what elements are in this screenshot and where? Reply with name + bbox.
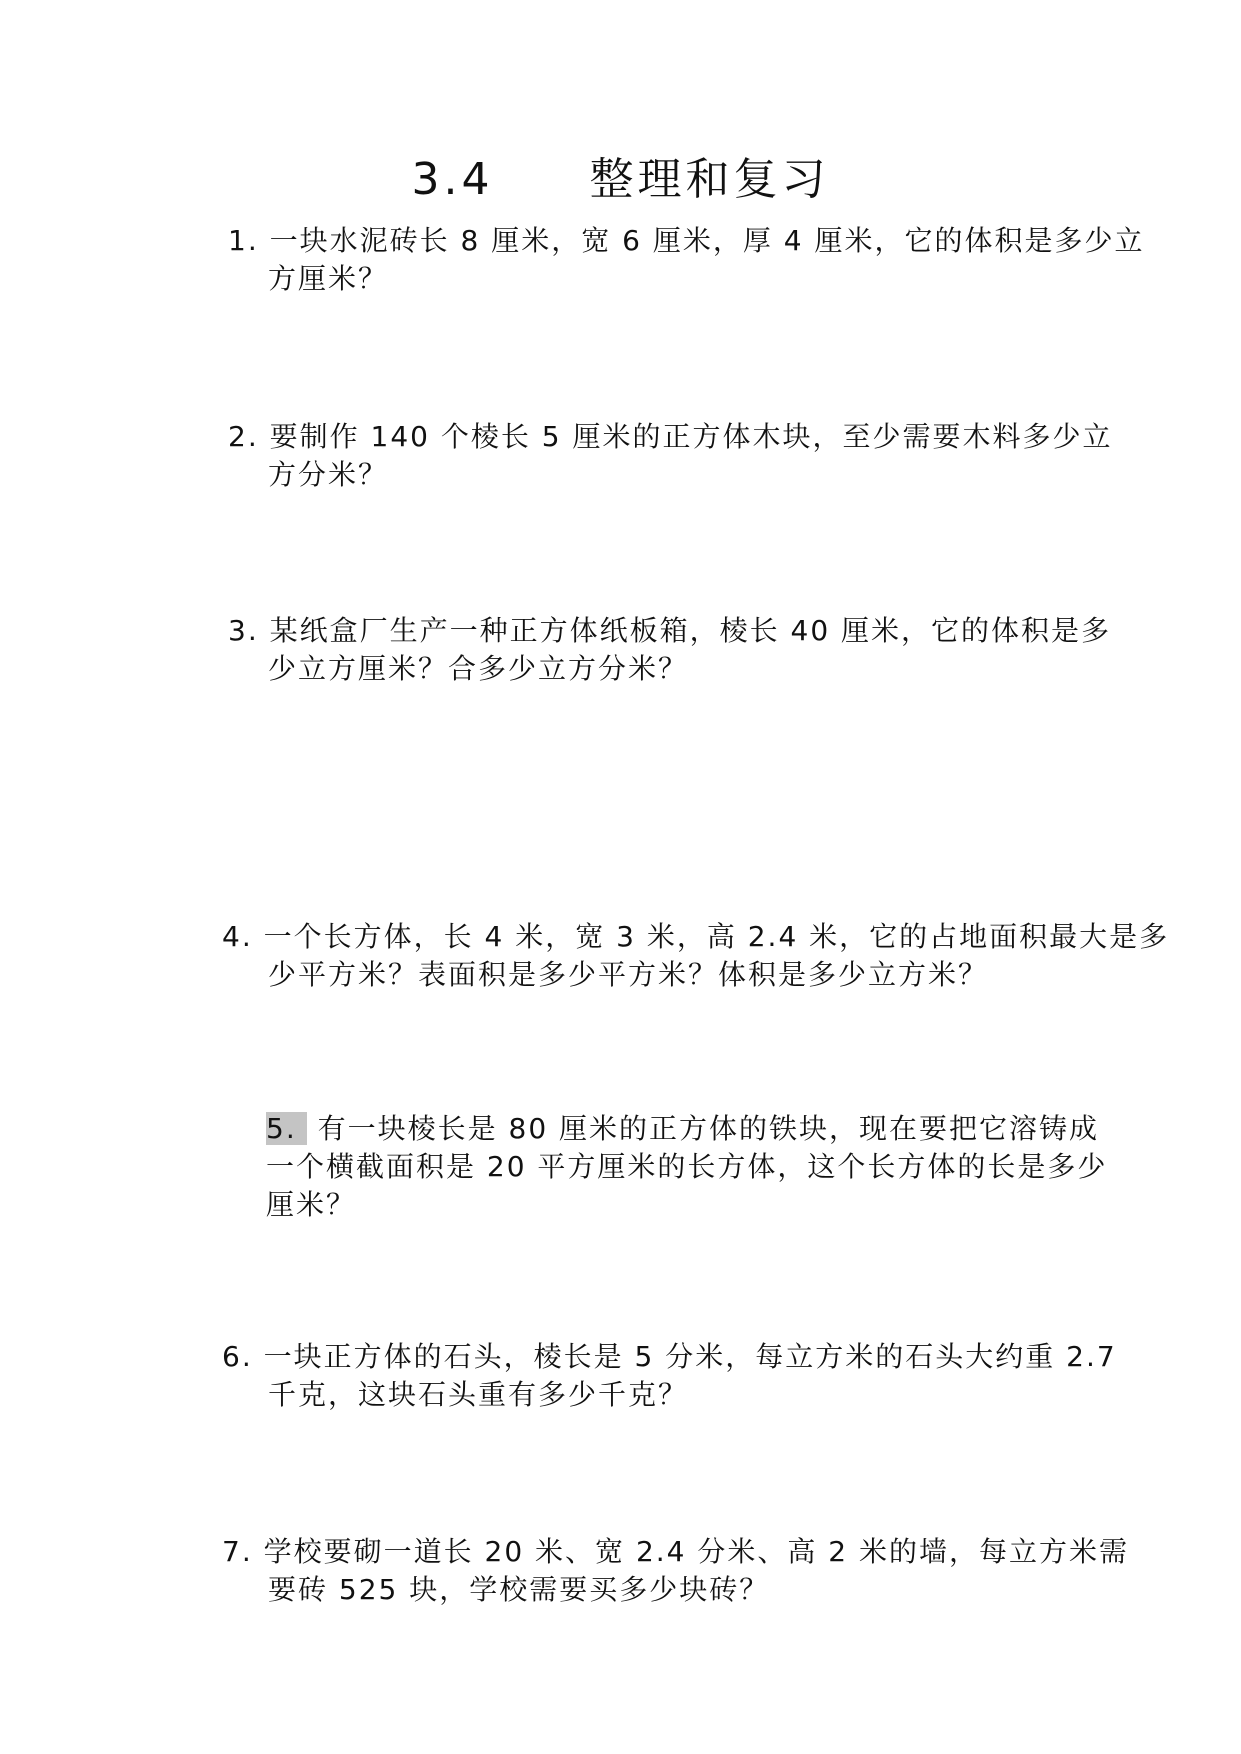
question-2-line-2: 方分米？ — [268, 458, 389, 491]
question-3 — [228, 612, 1111, 688]
question-6-line-2: 千克，这块石头重有多少千克？ — [268, 1378, 689, 1411]
question-4-line-2: 少平方米？表面积是多少平方米？体积是多少立方米？ — [268, 958, 989, 991]
question-3-line-1: 3. 某纸盒厂生产一种正方体纸板箱，棱长 40 厘米，它的体积是多 — [228, 614, 1112, 647]
question-5-number-highlight: 5. — [266, 1112, 307, 1145]
question-7-line-2: 要砖 525 块，学校需要买多少块砖？ — [268, 1573, 770, 1606]
question-4 — [222, 918, 1169, 994]
question-1-line-2: 方厘米？ — [268, 262, 389, 295]
question-5-line-1-text: 有一块棱长是 80 厘米的正方体的铁块，现在要把它溶铸成 — [317, 1112, 1100, 1145]
question-3-line-2: 少立方厘米？合多少立方分米？ — [268, 652, 689, 685]
question-2 — [228, 418, 1112, 494]
question-6-line-1: 6. 一块正方体的石头，棱长是 5 分米，每立方米的石头大约重 2.7 — [222, 1340, 1117, 1373]
question-7-line-1: 7. 学校要砌一道长 20 米、宽 2.4 分米、高 2 米的墙，每立方米需 — [222, 1535, 1129, 1568]
question-1-line-1: 1. 一块水泥砖长 8 厘米，宽 6 厘米，厚 4 厘米，它的体积是多少立 — [228, 224, 1145, 257]
question-5-line-3: 厘米？ — [266, 1188, 357, 1221]
question-5-line-2: 一个横截面积是 20 平方厘米的长方体，这个长方体的长是多少 — [266, 1150, 1108, 1183]
question-6 — [222, 1338, 1117, 1414]
question-1 — [228, 222, 1144, 298]
question-5 — [266, 1110, 1107, 1224]
question-7 — [222, 1533, 1129, 1609]
worksheet-title: 3.4 整理和复习 — [411, 154, 830, 205]
question-5-line-1 — [266, 1110, 1107, 1148]
question-4-line-1: 4. 一个长方体，长 4 米，宽 3 米，高 2.4 米，它的占地面积最大是多 — [222, 920, 1170, 953]
question-2-line-1: 2. 要制作 140 个棱长 5 厘米的正方体木块，至少需要木料多少立 — [228, 420, 1113, 453]
